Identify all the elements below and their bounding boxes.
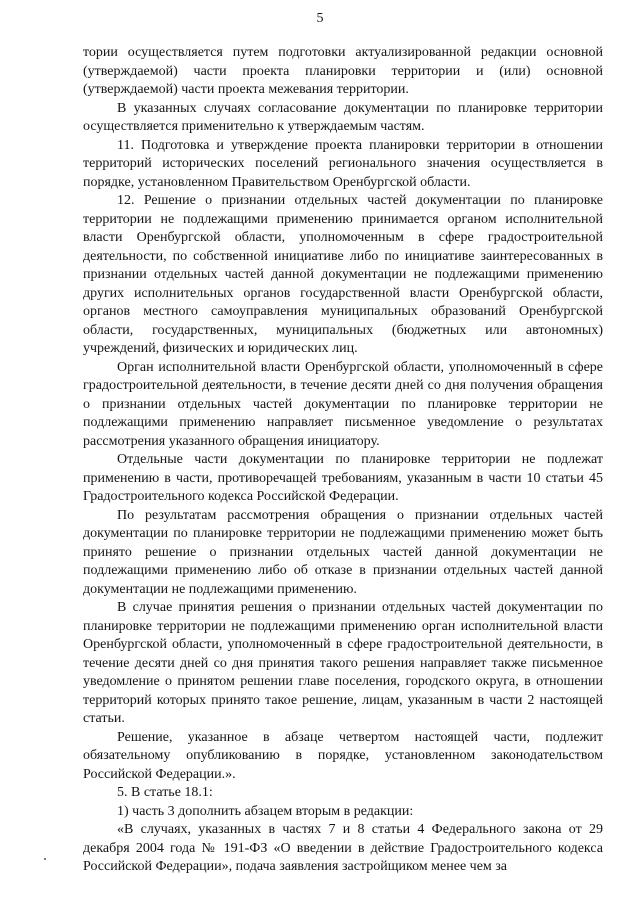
scan-speck xyxy=(44,858,46,860)
paragraph: 5. В статье 18.1: xyxy=(117,785,213,800)
page-number: 5 xyxy=(316,11,324,26)
paragraph: В указанных случаях согласование документации по планировке территории осуществляется применительно к утверждаемым частям. xyxy=(83,100,603,134)
paragraph: 12. Решение о признании отдельных частей документации по планировке территории не подлежащими применению принимается органом исполнительной власти Оренбургской области, уполномоченным в сфере градостроительной деятельности, по собственной инициативе либо по инициативе заинтересованных в признании отдельных частей данной документации не подлежащими применению других исполнительных органов государственной власти Оренбургской области, органов местного самоуправления муниципальных образований Оренбургской области, государственных, муниципальных (бюджетных или автономных) учреждений, физических и юридических лиц. xyxy=(83,193,603,356)
paragraph: 11. Подготовка и утверждение проекта планировки территории в отношении территорий исторических поселений регионального значения осуществляется в порядке, установленном Правительством Оренбургской области. xyxy=(83,137,603,190)
paragraph: 1) часть 3 дополнить абзацем вторым в редакции: xyxy=(117,803,414,819)
paragraph: Отдельные части документации по планировке территории не подлежат применению в части, противоречащей требованиям, указанным в части 10 статьи 45 Градостроительного кодекса Российской Федерации. xyxy=(83,452,603,504)
paragraph: Решение, указанное в абзаце четвертом настоящей части, подлежит обязательному опубликованию в порядке, установленном законодательством Российской Федерации.». xyxy=(83,729,603,782)
paragraph: В случае принятия решения о признании отдельных частей документации по планировке территории не подлежащими применению орган исполнительной власти Оренбургской области, уполномоченный в сфере градостроительной деятельности, в течение десяти дней со дня принятия такого решения направляет также письменное уведомление о принятом решении главе поселения, городского округа, в отношении территорий которых принято такое решение, лицам, указанным в части 2 настоящей статьи. xyxy=(83,600,603,726)
paragraph: «В случаях, указанных в частях 7 и 8 статьи 4 Федерального закона от 29 декабря 2004 года № 191-ФЗ «О введении в действие Градостроительного кодекса Российской Федерации», подача заявления застройщиком менее чем за xyxy=(83,822,603,874)
document-body xyxy=(83,44,603,877)
paragraph: По результатам рассмотрения обращения о признании отдельных частей документации по планировке территории не подлежащими применению может быть принято решение о признании отдельных частей данной документации не подлежащими применению либо об отказе в признании отдельных частей данной документации не подлежащими применению. xyxy=(83,507,603,597)
paragraph: тории осуществляется путем подготовки актуализированной редакции основной (утверждаемой) части проекта планировки территории и (или) основной (утверждаемой) части проекта межевания территории. xyxy=(83,45,603,97)
paragraph: Орган исполнительной власти Оренбургской области, уполномоченный в сфере градостроительной деятельности, в течение десяти дней со дня получения обращения о признании отдельных частей документации по планировке территории не подлежащими применению направляет письменное уведомление о результатах рассмотрения указанного обращения инициатору. xyxy=(83,359,603,449)
